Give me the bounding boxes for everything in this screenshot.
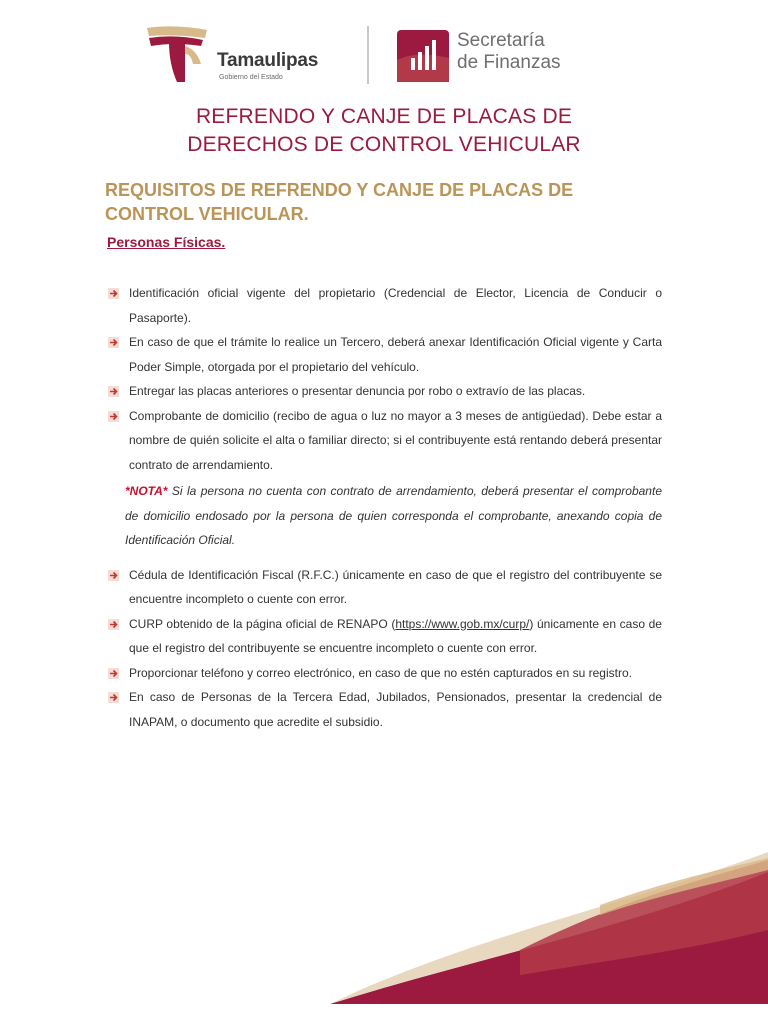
secretaria-line2: de Finanzas (457, 52, 561, 73)
page-title (100, 103, 668, 159)
arrow-bullet-icon (108, 386, 119, 397)
title-line1: REFRENDO Y CANJE DE PLACAS DE (195, 105, 573, 128)
arrow-bullet-icon (108, 337, 119, 348)
requirement-text: Cédula de Identificación Fiscal (R.F.C.) únicamente en caso de que el registro del contribuyente se encuentre incompleto o cuente con error. (129, 567, 662, 606)
list-item (108, 685, 662, 734)
title-line2: DERECHOS DE CONTROL VEHICULAR (187, 133, 581, 156)
secretaria-name (457, 30, 561, 74)
tamaulipas-name: Tamaulipas (217, 50, 319, 71)
nota-label: *NOTA* (125, 484, 168, 498)
curp-text-before: CURP obtenido de la página oficial de RENAPO ( (129, 616, 396, 631)
requirement-text: Entregar las placas anteriores o presentar denuncia por robo o extravío de las placas. (129, 384, 586, 398)
requirement-text: En caso de que el trámite lo realice un Tercero, deberá anexar Identificación Oficial vigente y Carta Poder Simple, otorgada por el propietario del vehículo. (129, 335, 662, 374)
secretaria-line1: Secretaría (457, 30, 545, 51)
tamaulipas-subtitle: Gobierno del Estado (219, 74, 283, 81)
requirement-text: Proporcionar teléfono y correo electrónico, en caso de que no estén capturados en su registro. (129, 665, 632, 680)
requirement-text: Comprobante de domicilio (recibo de agua o luz no mayor a 3 meses de antigüedad). Debe estar a nombre de quién solicite el alta o familiar directo; si el contribuyente está rentando deberá presentar contrato de arrendamiento. (129, 408, 662, 472)
secretaria-finanzas-logo (397, 30, 587, 86)
subtitle-line1: REQUISITOS DE REFRENDO Y CANJE DE PLACAS DE (105, 180, 574, 200)
requirement-text: Identificación oficial vigente del propietario (Credencial de Elector, Licencia de Conducir o Pasaporte). (129, 286, 662, 325)
list-item (108, 563, 662, 612)
list-item (108, 330, 662, 379)
nota-block (108, 479, 662, 553)
arrow-bullet-icon (108, 288, 119, 299)
tamaulipas-emblem-icon (145, 24, 215, 86)
list-item (108, 612, 662, 661)
tamaulipas-logo (145, 24, 355, 84)
finanzas-emblem-icon (397, 30, 449, 82)
list-item (108, 379, 662, 404)
arrow-bullet-icon (108, 619, 119, 630)
header-logos (145, 20, 585, 90)
section-heading (105, 178, 645, 226)
arrow-bullet-icon (108, 570, 119, 581)
arrow-bullet-icon (108, 692, 119, 703)
list-item (108, 404, 662, 478)
requirement-text: En caso de Personas de la Tercera Edad, Jubilados, Pensionados, presentar la credencial de INAPAM, o documento que acredite el subsidio. (129, 690, 662, 729)
logo-divider (367, 26, 369, 84)
subtitle-line2: CONTROL VEHICULAR. (105, 204, 309, 224)
curp-text-after: ) únicamente en caso de que el registro del contribuyente se encuentre incompleto o cuente con error. (129, 616, 662, 655)
nota-text: Si la persona no cuenta con contrato de arrendamiento, deberá presentar el comprobante de domicilio endosado por la persona de quien corresponda el comprobante, anexando copia de Identificación Oficial. (125, 484, 662, 547)
renapo-link[interactable]: https://www.gob.mx/curp/ (395, 616, 530, 631)
personas-fisicas-label: Personas Físicas. (107, 234, 226, 250)
requirements-list (108, 281, 662, 734)
list-item (108, 661, 662, 686)
list-item (108, 281, 662, 330)
arrow-bullet-icon (108, 411, 119, 422)
arrow-bullet-icon (108, 668, 119, 679)
